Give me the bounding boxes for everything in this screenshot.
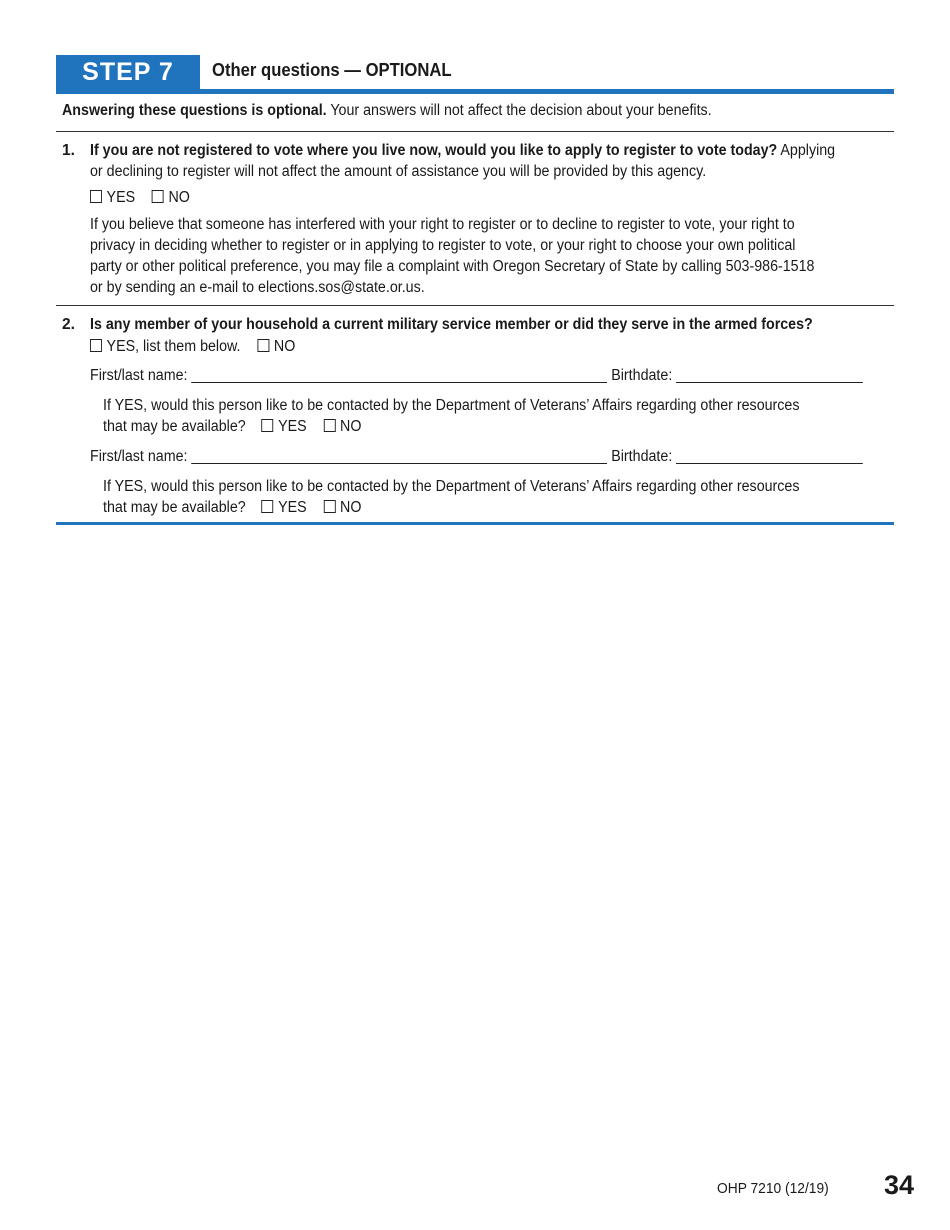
name-label: First/last name: (90, 448, 188, 465)
note-line: If you believe that someone has interfered with your right to register or to decline to register to vote, your right to (90, 216, 795, 233)
question-number: 2. (62, 316, 75, 333)
question-number: 1. (62, 142, 75, 159)
birthdate-field[interactable] (676, 449, 863, 464)
yes-label: YES (278, 499, 307, 516)
note-line: or by sending an e-mail to elections.sos@state.or.us. (90, 279, 425, 296)
yes-checkbox[interactable] (262, 500, 274, 513)
question-1-text: If you are not registered to vote where you live now, would you like to apply to register to vote today? (90, 142, 778, 159)
divider (56, 131, 894, 132)
name-field[interactable] (191, 449, 607, 464)
no-label: NO (340, 418, 362, 435)
yes-option[interactable] (90, 338, 241, 355)
no-label: NO (273, 338, 296, 355)
name-field[interactable] (191, 368, 607, 383)
yes-label: YES (278, 418, 307, 435)
member-entry-row (90, 448, 863, 466)
step-label: STEP 7 (56, 55, 200, 90)
step-header (56, 55, 894, 95)
question-2-text: Is any member of your household a current military service member or did they serve in the armed forces? (90, 316, 813, 333)
contact-question-line: If YES, would this person like to be contacted by the Department of Veterans’ Affairs regarding other resources (103, 478, 800, 495)
question-1-line-1 (90, 142, 835, 160)
birthdate-field[interactable] (676, 368, 863, 383)
no-option[interactable] (323, 418, 361, 435)
name-label: First/last name: (90, 367, 188, 384)
no-checkbox[interactable] (152, 190, 164, 203)
yes-option[interactable] (262, 499, 307, 516)
no-label: NO (168, 189, 190, 206)
no-option[interactable] (323, 499, 361, 516)
intro-bold: Answering these questions is optional. (62, 102, 327, 119)
no-checkbox[interactable] (323, 419, 335, 432)
question-1-line-2: or declining to register will not affect the amount of assistance you will be provided by this agency. (90, 163, 707, 180)
question-1-options (90, 189, 203, 207)
yes-option[interactable] (262, 418, 307, 435)
page-number: 34 (884, 1170, 915, 1200)
no-option[interactable] (152, 189, 190, 206)
member-entry-row (90, 367, 863, 385)
no-option[interactable] (257, 338, 295, 355)
question-1-rest: Applying (777, 142, 836, 159)
divider (56, 305, 894, 306)
yes-label: YES (106, 189, 136, 206)
intro-rest: Your answers will not affect the decision about your benefits. (326, 102, 712, 119)
contact-question-line: If YES, would this person like to be contacted by the Department of Veterans’ Affairs regarding other resources (103, 397, 800, 414)
no-label: NO (340, 499, 362, 516)
yes-option[interactable] (90, 189, 135, 206)
contact-question-end: that may be available? (103, 499, 246, 516)
yes-checkbox[interactable] (90, 190, 102, 203)
step-title: Other questions — OPTIONAL (212, 59, 452, 80)
section-end-rule (56, 522, 894, 525)
contact-question-line (103, 418, 374, 436)
header-rule (56, 89, 894, 94)
contact-question-line (103, 499, 374, 517)
no-checkbox[interactable] (257, 339, 269, 352)
birthdate-label: Birthdate: (611, 367, 673, 384)
yes-checkbox[interactable] (90, 339, 102, 352)
note-line: privacy in deciding whether to register or in applying to register to vote, or your right to choose your own political (90, 237, 796, 254)
form-code: OHP 7210 (12/19) (717, 1180, 829, 1197)
no-checkbox[interactable] (323, 500, 335, 513)
birthdate-label: Birthdate: (611, 448, 673, 465)
question-2-options (90, 338, 308, 356)
yes-checkbox[interactable] (262, 419, 274, 432)
contact-question-end: that may be available? (103, 418, 246, 435)
yes-label: YES, list them below. (106, 338, 241, 355)
note-line: party or other political preference, you may file a complaint with Oregon Secretary of State by calling 503-986-1518 (90, 258, 815, 275)
intro-text (62, 102, 712, 120)
